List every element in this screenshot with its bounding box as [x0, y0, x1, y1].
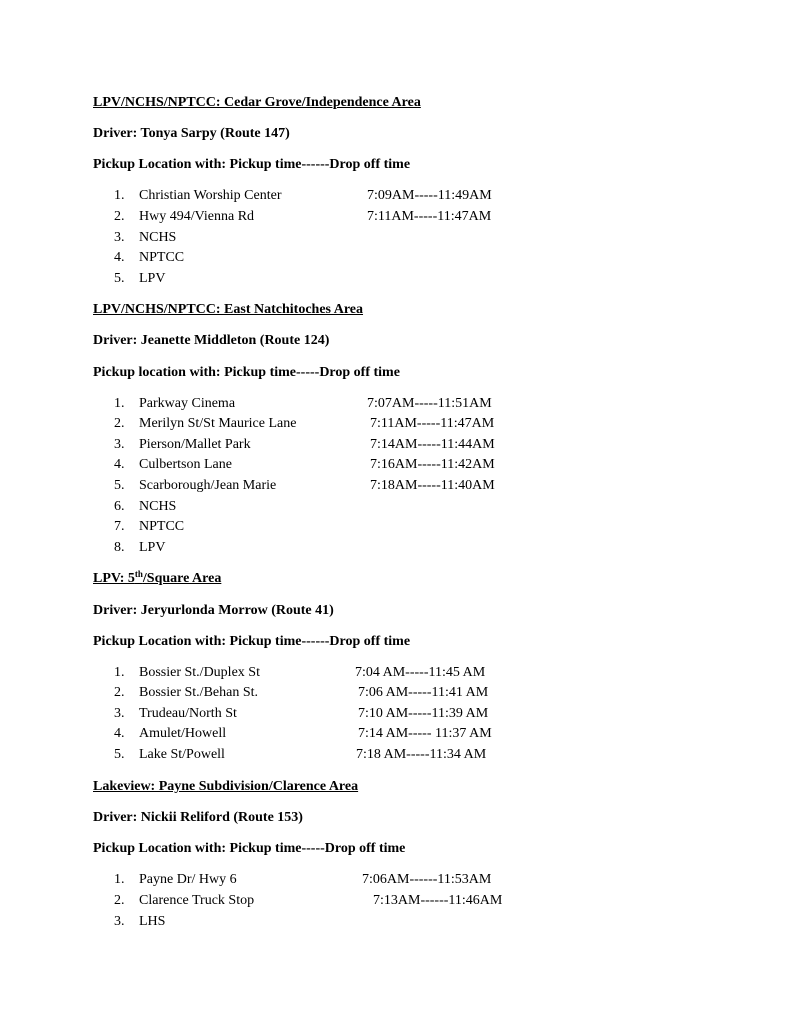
stop-time: 7:16AM-----11:42AM [370, 457, 495, 472]
stop-time: 7:14AM-----11:44AM [370, 437, 495, 452]
stop-number: 5. [114, 747, 125, 762]
stop-name: NPTCC [139, 519, 185, 534]
section-heading [93, 569, 222, 586]
stop-time: 7:14 AM----- 11:37 AM [358, 726, 492, 741]
stop-name: Clarence Truck Stop [139, 893, 255, 908]
stop-name: Lake St/Powell [139, 747, 225, 762]
stop-number: 8. [114, 540, 125, 555]
stop-name: LHS [139, 914, 166, 929]
stop-number: 6. [114, 499, 125, 514]
section-heading: LPV/NCHS/NPTCC: East Natchitoches Area [93, 302, 364, 317]
stop-name: LPV [139, 271, 166, 286]
stop-name: NPTCC [139, 250, 185, 265]
stop-number: 2. [114, 209, 125, 224]
stop-number: 2. [114, 416, 125, 431]
stop-name: Parkway Cinema [139, 396, 236, 411]
stop-number: 2. [114, 893, 125, 908]
stop-name: Bossier St./Duplex St [139, 665, 260, 680]
stop-number: 7. [114, 519, 125, 534]
stop-time: 7:07AM-----11:51AM [367, 396, 492, 411]
driver-line: Driver: Tonya Sarpy (Route 147) [93, 126, 290, 141]
section-heading: Lakeview: Payne Subdivision/Clarence Area [93, 779, 359, 794]
stop-number: 1. [114, 665, 125, 680]
stop-number: 5. [114, 478, 125, 493]
section-heading: LPV/NCHS/NPTCC: Cedar Grove/Independence Area [93, 95, 421, 110]
driver-line: Driver: Jeanette Middleton (Route 124) [93, 333, 330, 348]
stop-name: Culbertson Lane [139, 457, 232, 472]
schedule-header: Pickup Location with: Pickup time------Drop off time [93, 157, 411, 172]
schedule-header: Pickup location with: Pickup time-----Drop off time [93, 365, 400, 380]
stop-time: 7:06 AM-----11:41 AM [358, 685, 489, 700]
schedule-header: Pickup Location with: Pickup time-----Drop off time [93, 841, 406, 856]
schedule-header: Pickup Location with: Pickup time------Drop off time [93, 634, 411, 649]
stop-number: 3. [114, 914, 125, 929]
stop-name: Hwy 494/Vienna Rd [139, 209, 255, 224]
stop-time: 7:04 AM-----11:45 AM [355, 665, 486, 680]
stop-number: 3. [114, 706, 125, 721]
stop-time: 7:11AM-----11:47AM [367, 209, 492, 224]
stop-number: 3. [114, 230, 125, 245]
stop-time: 7:09AM-----11:49AM [367, 188, 492, 203]
stop-number: 5. [114, 271, 125, 286]
stop-name: LPV [139, 540, 166, 555]
heading-text: /Square Area [142, 571, 222, 586]
stop-name: NCHS [139, 499, 177, 514]
stop-time: 7:18 AM-----11:34 AM [356, 747, 487, 762]
stop-number: 1. [114, 396, 125, 411]
stop-name: Scarborough/Jean Marie [139, 478, 277, 493]
stop-time: 7:11AM-----11:47AM [370, 416, 495, 431]
driver-line: Driver: Jeryurlonda Morrow (Route 41) [93, 603, 334, 618]
stop-name: NCHS [139, 230, 177, 245]
stop-number: 2. [114, 685, 125, 700]
stop-number: 1. [114, 872, 125, 887]
stop-time: 7:18AM-----11:40AM [370, 478, 495, 493]
stop-number: 4. [114, 726, 125, 741]
stop-name: Payne Dr/ Hwy 6 [139, 872, 237, 887]
stop-name: Bossier St./Behan St. [139, 685, 259, 700]
stop-number: 1. [114, 188, 125, 203]
stop-name: Merilyn St/St Maurice Lane [139, 416, 297, 431]
stop-number: 3. [114, 437, 125, 452]
stop-number: 4. [114, 250, 125, 265]
stop-time: 7:06AM------11:53AM [362, 872, 492, 887]
stop-name: Amulet/Howell [139, 726, 227, 741]
heading-text: LPV: 5 [93, 571, 135, 586]
stop-time: 7:10 AM-----11:39 AM [358, 706, 489, 721]
stop-time: 7:13AM------11:46AM [373, 893, 503, 908]
stop-name: Pierson/Mallet Park [139, 437, 251, 452]
stop-number: 4. [114, 457, 125, 472]
driver-line: Driver: Nickii Reliford (Route 153) [93, 810, 303, 825]
stop-name: Trudeau/North St [139, 706, 237, 721]
heading-superscript: th [134, 569, 143, 579]
stop-name: Christian Worship Center [139, 188, 282, 203]
